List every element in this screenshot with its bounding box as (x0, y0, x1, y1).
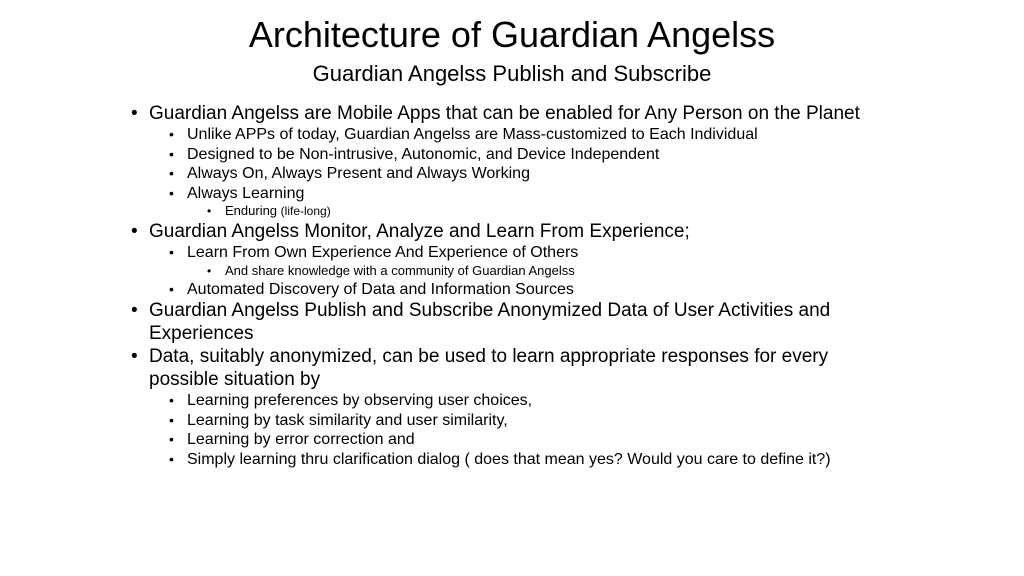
sub-bullet-text: Automated Discovery of Data and Information Sources (187, 280, 574, 298)
bullet-dot-icon: • (169, 145, 174, 162)
sub-sub-bullet-note: (life-long) (280, 204, 331, 218)
sub-bullet-text: Always On, Always Present and Always Working (187, 165, 530, 182)
bullet-dot-icon: • (169, 126, 174, 142)
sub-bullet-text: Learning by task similarity and user similarity, (187, 411, 508, 429)
sub-bullet-item (169, 164, 900, 184)
sub-bullet-text: Unlike APPs of today, Guardian Angelss are Mass-customized to Each Individual (187, 126, 758, 143)
bullet-dot-icon: • (131, 103, 138, 124)
bullet-item (130, 299, 900, 345)
sub-bullet-text: Learn From Own Experience And Experience of Others (187, 244, 579, 261)
bullet-dot-icon: • (207, 204, 212, 218)
bullet-dot-icon: • (207, 263, 212, 278)
bullet-text: Data, suitably anonymized, can be used to learn appropriate responses for every possible situation by (149, 346, 829, 390)
bullet-dot-icon: • (169, 431, 174, 447)
bullet-item (130, 220, 900, 299)
bullet-dot-icon: • (131, 221, 138, 242)
sub-bullet-item (169, 243, 900, 279)
sub-sub-bullet-item (207, 203, 900, 219)
sub-bullet-item (169, 450, 900, 470)
sub-bullet-text: Always Learning (187, 184, 305, 202)
bullet-dot-icon: • (131, 346, 138, 367)
sub-bullet-item (169, 280, 900, 300)
bullet-dot-icon: • (169, 184, 174, 201)
slide-title: Architecture of Guardian Angelss (248, 14, 776, 55)
bullet-dot-icon: • (169, 244, 174, 260)
bullet-text: Guardian Angelss Publish and Subscribe Anonymized Data of User Activities and Experiences (149, 300, 831, 344)
sub-bullet-item (169, 184, 900, 220)
sub-bullet-item (169, 391, 900, 411)
bullet-dot-icon: • (169, 165, 174, 181)
bullet-text: Guardian Angelss are Mobile Apps that can be enabled for Any Person on the Planet (149, 103, 860, 124)
sub-bullet-text: Learning by error correction and (187, 431, 415, 448)
sub-bullet-item (169, 125, 900, 145)
bullet-item (130, 102, 900, 219)
bullet-dot-icon: • (169, 392, 174, 408)
sub-sub-bullet-item (207, 263, 900, 279)
bullet-list (130, 102, 900, 469)
sub-bullet-item (169, 145, 900, 165)
sub-bullet-text: Learning preferences by observing user choices, (187, 392, 533, 409)
bullet-dot-icon: • (169, 411, 174, 428)
bullet-dot-icon: • (169, 280, 174, 297)
sub-sub-bullet-text: Enduring (225, 203, 278, 218)
sub-bullet-text: Simply learning thru clarification dialog ( does that mean yes? Would you care to define it?) (187, 450, 831, 468)
slide-subtitle: Guardian Angelss Publish and Subscribe (312, 61, 712, 86)
bullet-dot-icon: • (131, 300, 138, 321)
sub-bullet-text: Designed to be Non-intrusive, Autonomic, and Device Independent (187, 145, 660, 163)
bullet-dot-icon: • (169, 450, 174, 467)
sub-sub-bullet-text: And share knowledge with a community of Guardian Angelss (225, 262, 575, 278)
bullet-text: Guardian Angelss Monitor, Analyze and Learn From Experience; (149, 221, 690, 242)
sub-bullet-item (169, 430, 900, 450)
bullet-item (130, 345, 900, 469)
sub-bullet-item (169, 411, 900, 431)
